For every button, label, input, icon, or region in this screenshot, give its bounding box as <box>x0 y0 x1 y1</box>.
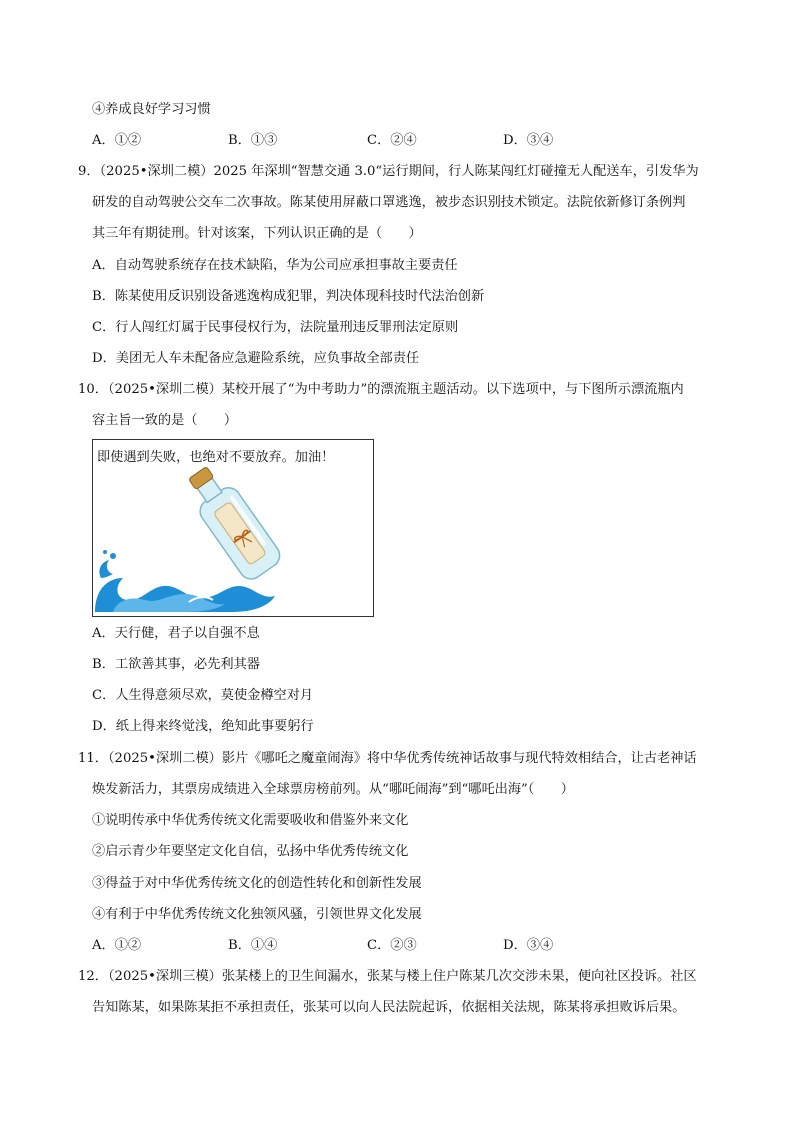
q10-option-c: C．人生得意须尽欢，莫使金樽空对月 <box>92 688 314 703</box>
figure-caption: 即使遇到失败，也绝对不要放弃。加油！ <box>97 450 335 465</box>
q12-stem-line-1: 12．（2025•深圳三模）张某楼上的卫生间漏水，张某与楼上住户陈某几次交涉未果，便向社区投诉。社区 <box>78 969 697 984</box>
answer-option-b: B．①④ <box>228 938 278 953</box>
q12-stem-line-2: 告知陈某，如果陈某拒不承担责任，张某可以向人民法院起诉，依据相关法规，陈某将承担败诉后果。 <box>92 1000 686 1015</box>
answer-option-b: B．①③ <box>228 133 278 148</box>
q9-stem-line-3: 其三年有期徒刑。针对该案，下列认识正确的是（ ） <box>92 226 422 241</box>
q10-stem-line-1: 10．（2025•深圳二模）某校开展了“为中考助力”的漂流瓶主题活动。以下选项中，与下图所示漂流瓶内 <box>78 382 684 397</box>
answer-option-d: D．③④ <box>503 133 554 148</box>
q11-item-4: ④有利于中华优秀传统文化独领风骚，引领世界文化发展 <box>92 907 422 922</box>
answer-option-c: C．②③ <box>367 938 417 953</box>
q11-item-1: ①说明传承中华优秀传统文化需要吸收和借鉴外来文化 <box>92 813 409 828</box>
q9-stem-line-2: 研发的自动驾驶公交车二次事故。陈某使用屏蔽口罩逃逸，被步态识别技术锁定。法院依新修订条例判 <box>92 195 686 210</box>
q11-item-3: ③得益于对中华优秀传统文化的创造性转化和创新性发展 <box>92 876 422 891</box>
answer-option-d: D．③④ <box>503 938 554 953</box>
q10-stem-line-2: 容主旨一致的是（ ） <box>92 413 238 428</box>
option-item-4: ④养成良好学习习惯 <box>92 102 211 117</box>
q11-stem-line-2: 焕发新活力，其票房成绩进入全球票房榜前列。从“哪吒闹海”到“哪吒出海”（ ） <box>92 782 574 797</box>
answer-option-a: A．①② <box>92 938 142 953</box>
answer-option-a: A．①② <box>92 133 142 148</box>
drift-bottle-figure <box>92 439 374 617</box>
q9-option-d: D．美团无人车未配备应急避险系统，应负事故全部责任 <box>92 351 420 366</box>
q9-stem-line-1: 9．（2025•深圳二模）2025 年深圳“智慧交通 3.0“运行期间，行人陈某闯红灯碰撞无人配送车，引发华为 <box>78 164 699 179</box>
q9-option-c: C．行人闯红灯属于民事侵权行为，法院量刑违反罪刑法定原则 <box>92 320 459 335</box>
q10-option-d: D．纸上得来终觉浅，绝知此事要躬行 <box>92 719 314 734</box>
answer-option-c: C．②④ <box>367 133 417 148</box>
q11-item-2: ②启示青少年要坚定文化自信，弘扬中华优秀传统文化 <box>92 844 409 859</box>
q9-option-b: B．陈某使用反识别设备逃逸构成犯罪，判决体现科技时代法治创新 <box>92 289 485 304</box>
drift-bottle-illustration <box>93 440 374 617</box>
q10-option-a: A．天行健，君子以自强不息 <box>92 626 260 641</box>
q10-option-b: B．工欲善其事，必先利其器 <box>92 657 260 672</box>
q11-stem-line-1: 11．（2025•深圳二模）影片《哪吒之魔童闹海》将中华优秀传统神话故事与现代特效相结合，让古老神话 <box>78 751 697 766</box>
q9-option-a: A．自动驾驶系统存在技术缺陷，华为公司应承担事故主要责任 <box>92 258 458 273</box>
